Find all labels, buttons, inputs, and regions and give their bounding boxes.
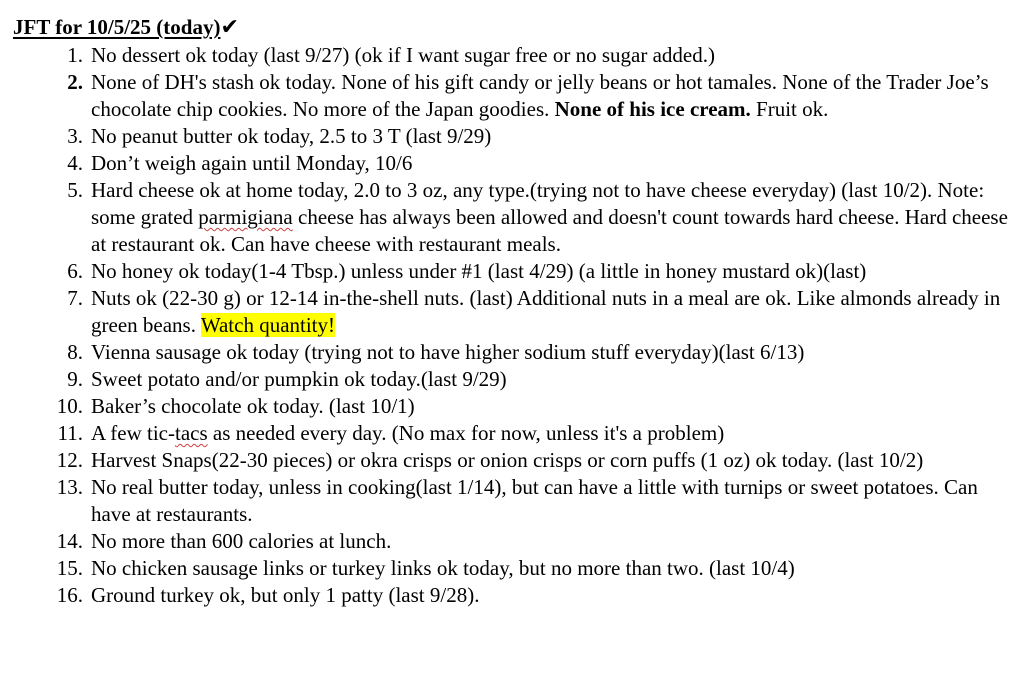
- item-text: No peanut butter ok today, 2.5 to 3 T (last 9/29): [91, 124, 492, 148]
- spellcheck-word: tacs: [174, 421, 208, 445]
- item-number: 1.: [67, 43, 83, 67]
- item-number: 11.: [57, 421, 83, 445]
- list-item: [13, 366, 1019, 393]
- item-number: 12.: [56, 448, 83, 472]
- list-item: [13, 69, 1019, 123]
- item-text: Baker’s chocolate ok today. (last 10/1): [91, 394, 415, 418]
- list-item: [13, 339, 1019, 366]
- list-item: [13, 393, 1019, 420]
- item-number: 15.: [56, 556, 83, 580]
- list-item: [13, 258, 1019, 285]
- item-number: 2.: [67, 70, 83, 94]
- list-item: [13, 285, 1019, 339]
- list-item: [13, 150, 1019, 177]
- item-text: Sweet potato and/or pumpkin ok today.(last 9/29): [91, 367, 507, 391]
- list-item: [13, 474, 1019, 528]
- list-item: [13, 420, 1019, 447]
- item-number: 5.: [67, 178, 83, 202]
- list-item: [13, 447, 1019, 474]
- list-item: [13, 177, 1019, 258]
- bold-emphasis: None of his ice cream.: [554, 97, 751, 121]
- item-text: Ground turkey ok, but only 1 patty (last 9/28).: [91, 583, 480, 607]
- list-item: [13, 528, 1019, 555]
- checkmark-icon: ✔: [220, 15, 239, 40]
- spellcheck-word: parmigiana: [198, 205, 293, 229]
- item-text: No honey ok today(1-4 Tbsp.) unless under #1 (last 4/29) (a little in honey mustard ok)(last): [91, 259, 867, 283]
- list-item: [13, 123, 1019, 150]
- item-number: 6.: [67, 259, 83, 283]
- highlighted-text: Watch quantity!: [200, 313, 336, 337]
- item-number: 7.: [67, 286, 83, 310]
- item-text: Hard cheese ok at home today, 2.0 to 3 oz, any type.(trying not to have cheese everyday) (last 10/2). Note: some grated parmigiana cheese has always been allowed and doesn't count towards hard cheese. Hard cheese at restaurant ok. Can have cheese with restaurant meals.: [91, 178, 1008, 256]
- item-number: 16.: [56, 583, 83, 607]
- item-text: Nuts ok (22-30 g) or 12-14 in-the-shell nuts. (last) Additional nuts in a meal are ok. Like almonds already in green beans. Watch quantity!: [91, 286, 1001, 337]
- food-rules-list: [13, 42, 1019, 609]
- item-text: No dessert ok today (last 9/27) (ok if I want sugar free or no sugar added.): [91, 43, 715, 67]
- item-text: Vienna sausage ok today (trying not to have higher sodium stuff everyday)(last 6/13): [91, 340, 805, 364]
- item-text: Harvest Snaps(22-30 pieces) or okra crisps or onion crisps or corn puffs (1 oz) ok today. (last 10/2): [91, 448, 924, 472]
- item-text: No more than 600 calories at lunch.: [91, 529, 392, 553]
- item-text: Don’t weigh again until Monday, 10/6: [91, 151, 413, 175]
- item-text: A few tic-tacs as needed every day. (No max for now, unless it's a problem): [91, 421, 725, 445]
- item-number: 8.: [67, 340, 83, 364]
- item-number: 4.: [67, 151, 83, 175]
- list-item: [13, 42, 1019, 69]
- list-item: [13, 582, 1019, 609]
- item-number: 10.: [56, 394, 83, 418]
- list-item: [13, 555, 1019, 582]
- title-text: JFT for 10/5/25 (today): [13, 15, 221, 39]
- item-number: 9.: [67, 367, 83, 391]
- item-text: None of DH's stash ok today. None of his gift candy or jelly beans or hot tamales. None of the Trader Joe’s chocolate chip cookies. No more of the Japan goodies. None of his ice cream. Fruit ok.: [91, 70, 989, 121]
- item-number: 13.: [56, 475, 83, 499]
- item-number: 3.: [67, 124, 83, 148]
- item-text: No real butter today, unless in cooking(last 1/14), but can have a little with turnips or sweet potatoes. Can have at restaurants.: [91, 475, 978, 526]
- item-text: No chicken sausage links or turkey links ok today, but no more than two. (last 10/4): [91, 556, 795, 580]
- document-title: [13, 14, 1019, 41]
- item-number: 14.: [56, 529, 83, 553]
